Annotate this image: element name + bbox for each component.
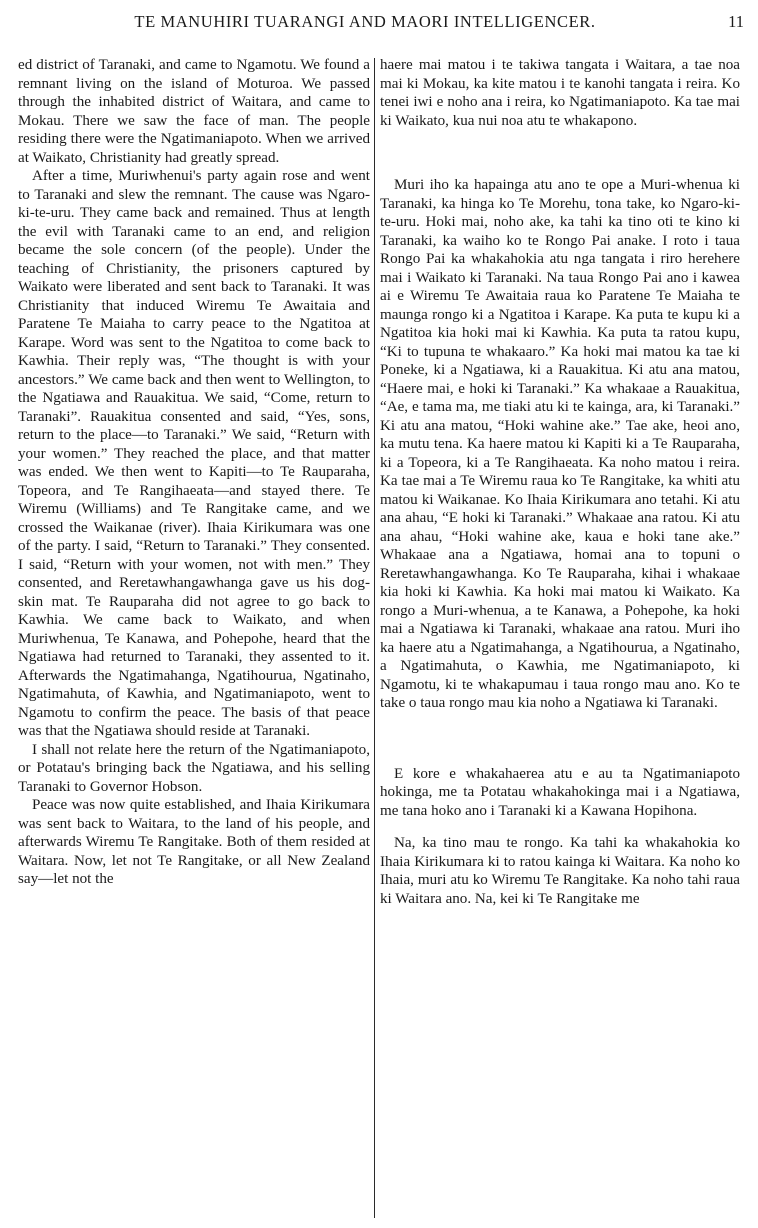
paragraph-spacer — [380, 713, 740, 765]
paragraph-en-2: After a time, Muriwhenui's party again rose and went to Taranaki and slew the remnant. The cause was Ngaro-ki-te-uru. They came back and remained. Thus at length the evil with Taranaki came to an end, and religion became the sole concern (of the people). Under the teaching of Christianity, the prisoners captured by Waikato were liberated and sent back to Taranaki. It was Christianity that induced Wiremu Te Awaitaia and Paratene Te Maiaha to carry peace to the Ngatitoa at Karape. Word was sent to the Ngatitoa to come back to Kawhia. Their reply was, “The thought is with your ancestors.” We came back and then went to Wellington, to the Ngatiawa and Rauakitua. We said, “Come, return to Taranaki”. Rauakitua consented and said, “Yes, sons, return to the place—to Taranaki.” We said, “Return with your women.” They reached the place, and that matter was ended. We then went to Kapiti—to Te Rauparaha, Topeora, and Te Rangihaeata—and stayed there. Te Wiremu (Williams) and Te Rangitake came, and we crossed the Waikanae (river). Ihaia Kirikumara was one of the party. I said, “Return to Taranaki.” They consented. I said, “Return with your women, not with men.” They consented, and Reretawhangawhanga gave us his dog-skin mat. Te Rauparaha did not agree to go back to Kawhia. We came back to Waikato, and when Muriwhenua, Te Kanawa, and Pohepohe, heard that the Ngatiawa had returned to Taranaki, they assented to it. Afterwards the Ngatimahanga, Ngatihourua, Ngatinaho, Ngatimahuta, of Kawhia, and Ngatimaniapoto, went to Ngamotu to confirm the peace. The basis of that peace was that the Ngatiawa should reside at Taranaki. — [18, 168, 370, 739]
page-header — [0, 6, 758, 38]
page-number: 11 — [728, 12, 744, 31]
paragraph-mi-3: E kore e whakahaerea atu e au ta Ngatimaniapoto hokinga, me ta Potatau whakahokinga mai i a Ngatiawa, me tana hoko ano i Taranaki ki a Kawana Hopihona. — [380, 765, 740, 819]
english-column — [18, 56, 370, 889]
paragraph-mi-2: Muri iho ka hapainga atu ano te ope a Muri-whenua ki Taranaki, ka hinga ko Te Morehu, tona take, ko Ngaro-ki-te-uru. Hoki mai, noho ake, ka tahi ka tino oti te kino ki Taranaki, ka waiho ko te Rongo Pai anake. I roto i taua Rongo Pai ka whakahokia atu nga tangata i riro herehere mai i Waikato ki Taranaki. Na taua Rongo Pai ano i kawea ai e Wiremu Te Awaitaia raua ko Paratene Te Maiaha te maunga rongo ki a Ngatitoa i Karape. Ka puta te kupu ki a Ngatitoa kia hoki mai ki Kawhia. Ka puta ta ratou kupu, “Ki to tupuna te whakaaro.” Ka hoki mai matou ka tae ki Poneke, ki a Ngatiawa, ki a Rauakitua. Ki atu ana matou, “Haere mai, e hoki ki Taranaki.” Ka whakaae a Rauakitua, “Ae, e tama ma, me tiaki atu ki te kainga, ara, ki Taranaki.” Ki atu ana matou, “Hoki wahine ake.” Tae ake, heoi ano, ka mutu tena. Ka haere matou ki Kapiti ki a Te Rauparaha, ki a Topeora, ki a Te Rangihaeata. Ka noho matou i reira. Ka tae mai a Te Wiremu raua ko Te Rangitake, ka whiti atu matou ki Waikanae. Ko Ihaia Kirikumara ano tetahi. Ki atu ana ahau, “E hoki ki Taranaki.” Whakaae ana ratou. Ki atu ana ahau, “Hoki wahine ake, kaua e hoki tane ake.” Whakaae ana a Ngatiawa, homai ana to topuni o Reretawhangawhanga. Ko Te Rauparaha, kihai i whakaae kia hoki ki Kawhia. Ka hoki mai matou ki Waikato. Ka rongo a Muri-whenua, a te Kanawa, a Pohepohe, ka hoki mai a Ngatiawa ki Taranaki, whakaae ana ratou. Muri iho ka haere atu a Ngatimahanga, a Ngatihourua, a Ngatinaho, a Ngatimahuta, o Kawhia, me Ngatimaniapoto, ki Ngamotu, ki te whakapumau i taua rongo mau ano. Ko te take o taua rongo mau kia noho a Ngatiawa ki Taranaki. — [380, 177, 740, 711]
paragraph-en-4: Peace was now quite established, and Ihaia Kirikumara was sent back to Waitara, to the land of his people, and afterwards Wiremu Te Rangitake. Both of them resided at Waitara. Now, let not Te Rangitake, or all New Zealand say—let not the — [18, 797, 370, 887]
column-divider — [374, 58, 375, 1218]
paragraph-en-3: I shall not relate here the return of the Ngatimaniapoto, or Potatau's bringing back the Ngatiawa, and his selling Taranaki to Governor Hobson. — [18, 741, 370, 795]
maori-column — [380, 56, 740, 908]
paragraph-en-1: ed district of Taranaki, and came to Ngamotu. We found a remnant living on the island of Moturoa. We passed through the inhabited district of Waitara, and came to Mokau. There we saw the face of man. The people residing there were the Ngatimaniapoto. When we arrived at Waikato, Christianity had greatly spread. — [18, 57, 370, 166]
paragraph-spacer — [380, 820, 740, 834]
paragraph-mi-4: Na, ka tino mau te rongo. Ka tahi ka whakahokia ko Ihaia Kirikumara ki to ratou kainga ki Waitara. Ka noho ko Ihaia, muri atu ko Wiremu Te Rangitake. Ka noho tahi raua ki Waitara ano. Na, kei ki Te Rangitake me — [380, 835, 740, 907]
paragraph-mi-1: haere mai matou i te takiwa tangata i Waitara, a tae noa mai ki Mokau, ka kite matou i te kanohi tangata i reira. Ko tenei iwi e noho ana i reira, ko Ngatimaniapoto. Ka tae mai ki Waikato, kua nui noa atu te whakapono. — [380, 57, 740, 129]
running-title: TE MANUHIRI TUARANGI AND MAORI INTELLIGENCER. — [134, 12, 596, 31]
paragraph-spacer — [380, 130, 740, 176]
